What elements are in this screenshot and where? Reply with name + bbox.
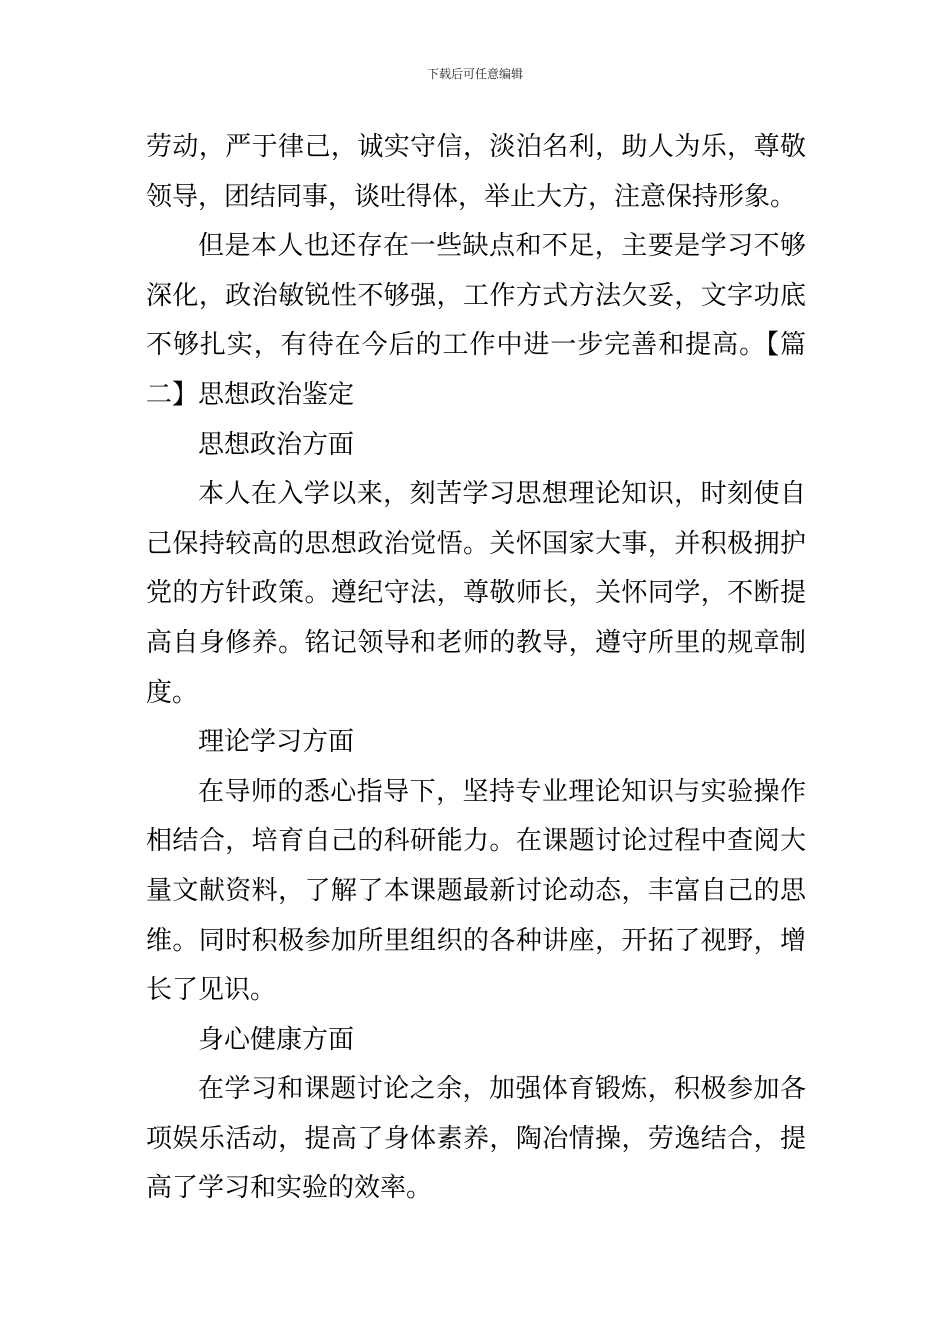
page-header-note: 下载后可任意编辑 bbox=[426, 67, 523, 81]
paragraph-ideology: 本人在入学以来，刻苦学习思想理论知识，时刻使自己保持较高的思想政治觉悟。关怀国家大事，并积极拥护党的方针政策。遵纪守法，尊敬师长，关怀同学，不断提高自身修养。铭记领导和老师的教导，遵守所里的规章制度。 bbox=[146, 479, 806, 708]
paragraph-1: 劳动，严于律己，诚实守信，淡泊名利，助人为乐，尊敬领导，团结同事，谈吐得体，举止大方，注意保持形象。 bbox=[146, 132, 806, 212]
paragraph-health: 在学习和课题讨论之余，加强体育锻炼，积极参加各项娱乐活动，提高了身体素养，陶冶情操，劳逸结合，提高了学习和实验的效率。 bbox=[146, 1074, 806, 1204]
section-heading-ideology: 思想政治方面 bbox=[198, 429, 355, 460]
paragraph-2: 但是本人也还存在一些缺点和不足，主要是学习不够深化，政治敏锐性不够强，工作方式方法欠妥，文字功底不够扎实，有待在今后的工作中进一步完善和提高。【篇二】思想政治鉴定 bbox=[146, 231, 806, 410]
section-heading-theory: 理论学习方面 bbox=[198, 727, 355, 758]
paragraph-theory: 在导师的悉心指导下，坚持专业理论知识与实验操作相结合，培育自己的科研能力。在课题讨论过程中查阅大量文献资料，了解了本课题最新讨论动态，丰富自己的思维。同时积极参加所里组织的各种讲座，开拓了视野，增长了见识。 bbox=[146, 776, 806, 1006]
section-heading-health: 身心健康方面 bbox=[198, 1024, 355, 1055]
document-body bbox=[146, 123, 806, 1214]
